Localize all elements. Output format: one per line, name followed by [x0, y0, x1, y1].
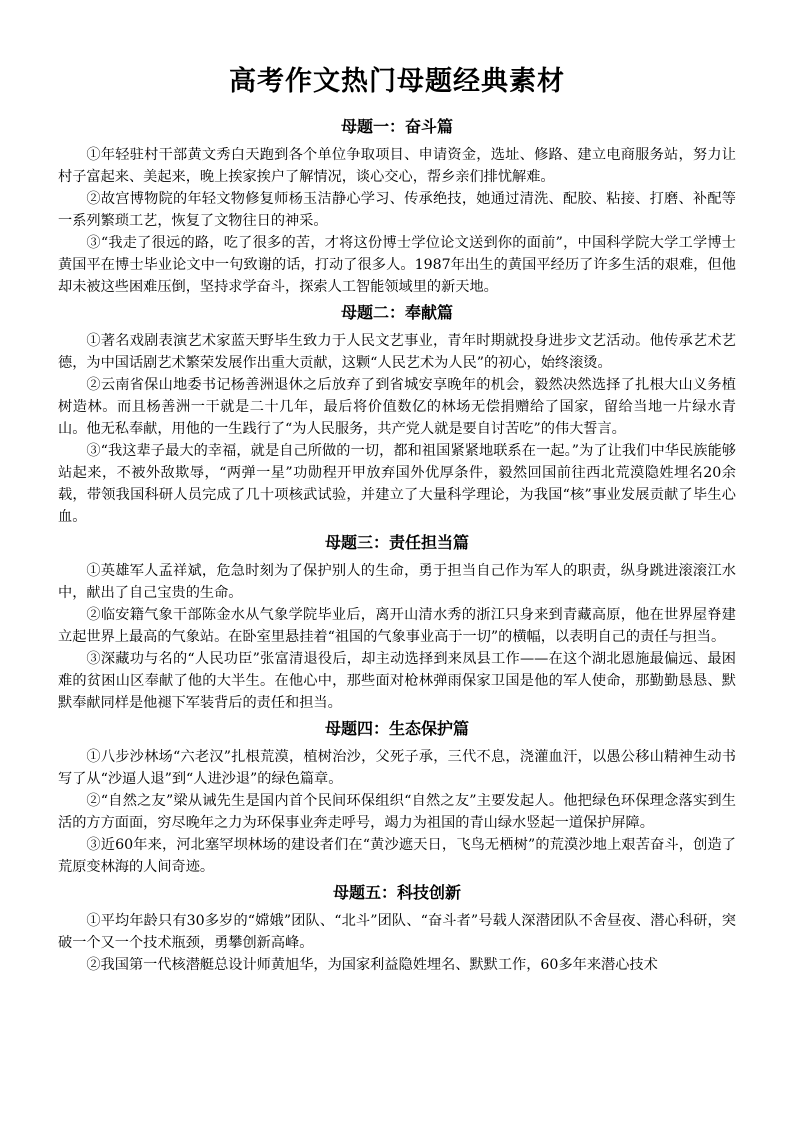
paragraph: ③“我走了很远的路，吃了很多的苦，才将这份博士学位论文送到你的面前”，中国科学院大学工学博士黄国平在博士毕业论文中一句致谢的话，打动了很多人。1987年出生的黄国平经历了许多生活的艰难，但他却未被这些困难压倒，坚持求学奋斗，探索人工智能领域里的新天地。: [58, 235, 736, 295]
paragraph: ③深藏功与名的“人民功臣”张富清退役后，却主动选择到来凤县工作——在这个湖北恩施最偏远、最困难的贫困山区奉献了他的大半生。在他心中，那些面对枪林弹雨保家卫国是他的军人使命，那勤勤恳恳、默默奉献同样是他褪下军装背后的责任和担当。: [58, 651, 736, 711]
paragraph: ②我国第一代核潜艇总设计师黄旭华，为国家利益隐姓埋名、默默工作，60多年来潜心技术: [86, 957, 658, 973]
paragraph: ①著名戏剧表演艺术家蓝天野毕生致力于人民文艺事业，青年时期就投身进步文艺活动。他传承艺术艺德，为中国话剧艺术繁荣发展作出重大贡献，这颗“人民艺术为人民”的初心，始终滚烫。: [58, 333, 736, 371]
paragraph: ①平均年龄只有30多岁的“嫦娥”团队、“北斗”团队、“奋斗者”号载人深潜团队不舍昼夜、潜心科研，突破一个又一个技术瓶颈，勇攀创新高峰。: [58, 913, 736, 951]
paragraph: ①英雄军人孟祥斌，危急时刻为了保护别人的生命，勇于担当自己作为军人的职责，纵身跳进滚滚江水中，献出了自己宝贵的生命。: [58, 563, 736, 601]
section-heading: 母题二：奉献篇: [340, 303, 453, 322]
paragraph: ②“自然之友”梁从诫先生是国内首个民间环保组织“自然之友”主要发起人。他把绿色环保理念落实到生活的方方面面，穷尽晚年之力为环保事业奔走呼号，竭力为祖国的青山绿水竖起一道保护屏障。: [58, 793, 736, 831]
section-heading: 母题一：奋斗篇: [340, 117, 453, 136]
paragraph: ②云南省保山地委书记杨善洲退休之后放弃了到省城安享晚年的机会，毅然决然选择了扎根大山义务植树造林。而且杨善洲一干就是二十几年，最后将价值数亿的林场无偿捐赠给了国家，留给当地一片绿水青山。他无私奉献，用他的一生践行了“为人民服务，共产党人就是要自讨苦吃”的伟大誓言。: [58, 377, 736, 437]
paragraph: ③近60年来，河北塞罕坝林场的建设者们在“黄沙遮天日，飞鸟无栖树”的荒漠沙地上艰苦奋斗，创造了荒原变林海的人间奇迹。: [58, 837, 736, 875]
section-innovation: [58, 878, 736, 976]
paragraph: ①年轻驻村干部黄文秀白天跑到各个单位争取项目、申请资金，选址、修路、建立电商服务站，努力让村子富起来、美起来，晚上挨家挨户了解情况，谈心交心，帮乡亲们排忧解难。: [58, 147, 736, 185]
section-dedication: [58, 298, 736, 528]
section-heading: 母题五：科技创新: [332, 883, 461, 902]
section-heading: 母题四：生态保护篇: [324, 719, 469, 738]
section-heading: 母题三：责任担当篇: [324, 533, 469, 552]
section-ecology: [58, 714, 736, 878]
paragraph: ①八步沙林场“六老汉”扎根荒漠，植树治沙，父死子承，三代不息，浇灌血汗，以愚公移山精神生动书写了从“沙逼人退”到“人进沙退”的绿色篇章。: [58, 749, 736, 787]
section-responsibility: [58, 528, 736, 714]
paragraph: ③“我这辈子最大的幸福，就是自己所做的一切，都和祖国紧紧地联系在一起。”为了让我们中华民族能够站起来，不被外敌欺辱，“两弹一星”功勋程开甲放弃国外优厚条件，毅然回国前往西北荒漠隐姓埋名20余载，带领我国科研人员完成了几十项核武试验，并建立了大量科学理论，为我国“核”事业发展贡献了毕生心血。: [58, 443, 736, 525]
paragraph: ②临安籍气象干部陈金水从气象学院毕业后，离开山清水秀的浙江只身来到青藏高原，他在世界屋脊建立起世界上最高的气象站。在卧室里悬挂着“祖国的气象事业高于一切”的横幅，以表明自己的责任与担当。: [58, 607, 736, 645]
section-struggle: [58, 112, 736, 298]
document-title: 高考作文热门母题经典素材: [229, 66, 565, 97]
paragraph: ②故宫博物院的年轻文物修复师杨玉洁静心学习、传承绝技，她通过清洗、配胶、粘接、打磨、补配等一系列繁琐工艺，恢复了文物往日的神采。: [58, 191, 736, 229]
